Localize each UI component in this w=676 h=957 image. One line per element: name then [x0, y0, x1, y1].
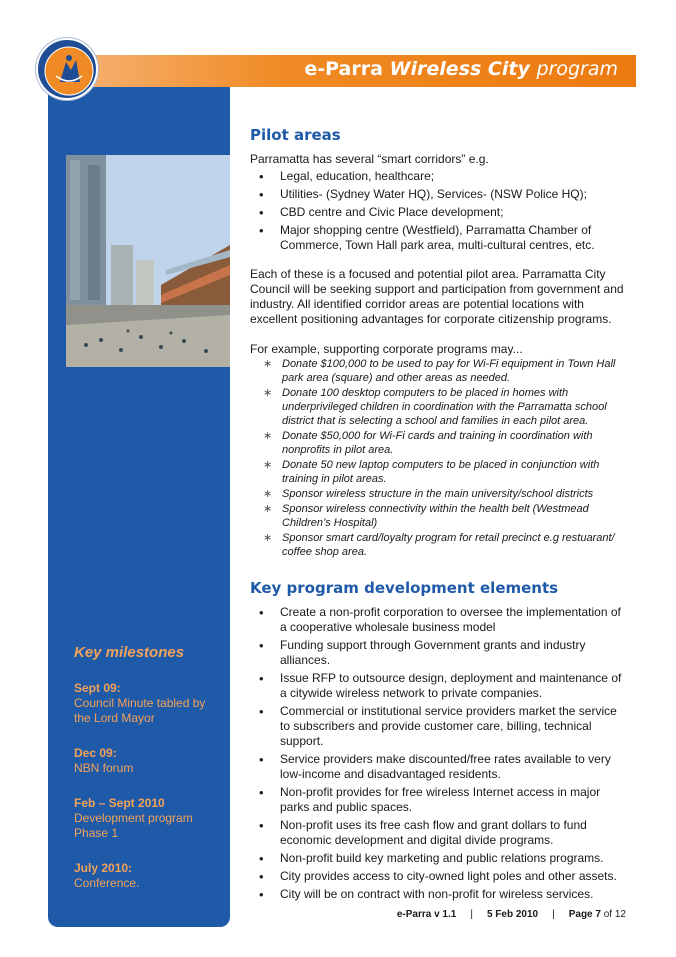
- milestone-item: [74, 796, 224, 841]
- list-item: ∗ Sponsor wireless connectivity within the health belt (Westmead Children’s Hospital): [250, 502, 630, 530]
- list-item: • Utilities- (Sydney Water HQ), Services- (NSW Police HQ);: [250, 187, 630, 202]
- example-intro: For example, supporting corporate programs may...: [250, 342, 523, 356]
- key-program-heading: Key program development elements: [250, 579, 559, 597]
- milestone-text: Conference.: [74, 876, 140, 890]
- pilot-intro: Parramatta has several “smart corridors” e.g.: [250, 152, 489, 166]
- milestone-date: Dec 09:: [74, 746, 117, 760]
- footer-separator: |: [552, 909, 555, 920]
- list-item: ∗ Donate $100,000 to be used to pay for Wi-Fi equipment in Town Hall park area (square) and other areas as needed.: [250, 357, 630, 385]
- title-program: program: [536, 58, 618, 80]
- footer-separator: |: [470, 909, 473, 920]
- footer-date: 5 Feb 2010: [486, 909, 539, 920]
- footer-page-label: Page 7: [568, 909, 601, 920]
- list-item: • Non-profit provides for free wireless Internet access in major parks and public spaces.: [250, 785, 630, 815]
- milestones-heading: Key milestones: [74, 644, 185, 661]
- list-item: • Issue RFP to outsource design, deployment and maintenance of a citywide wireless network to private companies.: [250, 671, 630, 701]
- list-item: • CBD centre and Civic Place development;: [250, 205, 630, 220]
- example-list: [250, 357, 630, 559]
- page-footer: [397, 909, 626, 920]
- main-content: [250, 128, 630, 916]
- milestone-text: Development program Phase 1: [74, 811, 193, 840]
- list-item: • Create a non-profit corporation to oversee the implementation of a cooperative wholesale business model: [250, 605, 630, 635]
- list-item: • Legal, education, healthcare;: [250, 169, 630, 184]
- title-eparra: e-Parra: [304, 58, 390, 80]
- list-item: • City provides access to city-owned light poles and other assets.: [250, 869, 630, 884]
- list-item: ∗ Donate 100 desktop computers to be placed in homes with underprivileged children in coordination with the Parramatta school district that is selecting a school and families in each pilot area.: [250, 386, 630, 428]
- corridor-list: [250, 169, 630, 253]
- list-item: ∗ Sponsor wireless structure in the main university/school districts: [250, 487, 630, 501]
- milestone-item: [74, 681, 224, 726]
- list-item: ∗ Donate 50 new laptop computers to be placed in conjunction with training in pilot areas.: [250, 458, 630, 486]
- title-wireless-city: Wireless City: [389, 58, 537, 80]
- list-item: • Major shopping centre (Westfield), Parramatta Chamber of Commerce, Town Hall park area, multi-cultural centres, etc.: [250, 223, 630, 253]
- footer-page-total: of 12: [600, 909, 626, 920]
- city-streetscape-photo: [66, 155, 230, 367]
- page-title: [304, 58, 618, 80]
- list-item: • Commercial or institutional service providers market the service to subscribers and provide customer care, billing, technical support.: [250, 704, 630, 749]
- milestone-item: [74, 746, 224, 776]
- list-item: • City will be on contract with non-profit for wireless services.: [250, 887, 630, 902]
- list-item: • Funding support through Government grants and industry alliances.: [250, 638, 630, 668]
- pilot-areas-heading: Pilot areas: [250, 126, 341, 144]
- pilot-paragraph: Each of these is a focused and potential pilot area. Parramatta City Council will be seeking support and participation from government and industry. All identified corridor areas are potential locations with excellent positioning advantages for corporate citizenship programs.: [250, 267, 624, 326]
- milestone-date: July 2010:: [74, 861, 133, 875]
- milestone-text: NBN forum: [74, 761, 134, 775]
- header-bar: [48, 55, 636, 87]
- list-item: • Service providers make discounted/free rates available to very low-income and disadvantaged residents.: [250, 752, 630, 782]
- list-item: ∗ Donate $50,000 for Wi-Fi cards and training in coordination with nonprofits in pilot area.: [250, 429, 630, 457]
- list-item: • Non-profit uses its free cash flow and grant dollars to fund economic development and digital divide programs.: [250, 818, 630, 848]
- milestone-text: Council Minute tabled by the Lord Mayor: [74, 696, 206, 725]
- council-logo: [36, 38, 98, 100]
- list-item: ∗ Sponsor smart card/loyalty program for retail precinct e.g restuarant/ coffee shop area.: [250, 531, 630, 559]
- council-seal-icon: [38, 40, 100, 102]
- list-item: • Non-profit build key marketing and public relations programs.: [250, 851, 630, 866]
- key-program-list: [250, 605, 630, 902]
- key-milestones: [74, 644, 224, 911]
- milestone-item: [74, 861, 224, 891]
- milestone-date: Feb – Sept 2010: [74, 796, 165, 810]
- milestone-date: Sept 09:: [74, 681, 121, 695]
- footer-doc-version: e-Parra v 1.1: [396, 909, 457, 920]
